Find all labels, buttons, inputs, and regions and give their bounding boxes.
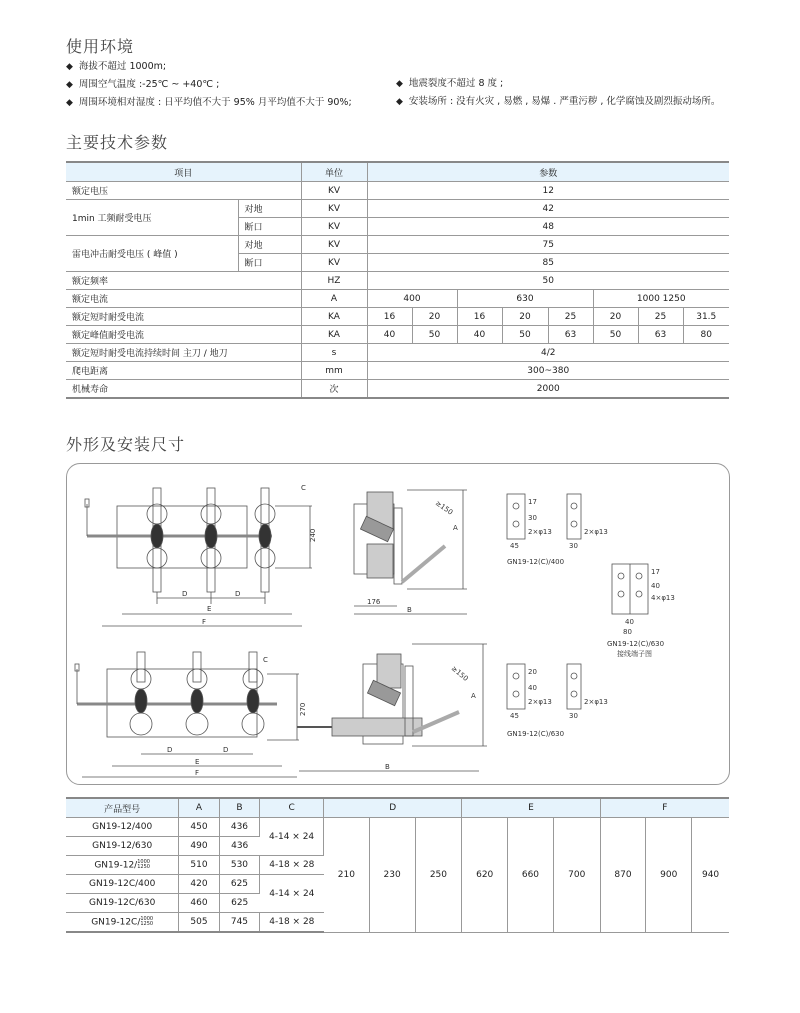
c-cell: 4-14 × 24 [260, 875, 324, 913]
row-value: 16 [367, 308, 412, 326]
dim-holes: 2×φ13 [584, 528, 608, 536]
row-value: 85 [367, 254, 729, 272]
dim-17: 17 [528, 498, 537, 506]
row-value: 63 [638, 326, 683, 344]
env-item: ◆ 周围环境相对湿度 : 日平均值不大于 95% 月平均值不大于 90%; [66, 94, 352, 112]
env-item: ◆ 海拔不超过 1000m; [66, 58, 352, 76]
model-text: GN19-12C/ [91, 917, 141, 928]
fraction-bottom: 1250 [140, 920, 154, 927]
row-value: 48 [367, 218, 729, 236]
model-cell: GN19-12C/400 [66, 875, 179, 894]
row-unit: KA [301, 326, 367, 344]
fraction-top: 1000 [137, 858, 150, 865]
label-E: E [207, 605, 212, 613]
env-item: ◆ 周围空气温度 :-25℃ ~ +40℃ ; [66, 76, 352, 94]
model-fraction [137, 860, 150, 870]
row-label: 额定峰值耐受电流 [66, 326, 301, 344]
row-unit: 次 [301, 380, 367, 399]
table-row [66, 236, 729, 254]
row-value: 40 [457, 326, 502, 344]
table-row [66, 200, 729, 218]
c-cell: 4-18 × 28 [260, 856, 324, 875]
label-F: F [202, 618, 207, 626]
label-F: F [195, 769, 200, 777]
label-A: A [471, 692, 476, 700]
b-cell: 436 [219, 837, 259, 856]
label-E: E [195, 758, 200, 766]
spec-table [66, 161, 729, 399]
model-cell: GN19-12/630 [66, 837, 179, 856]
dim-holes: 4×φ13 [651, 594, 675, 602]
row-value: 1000 1250 [593, 290, 729, 308]
dim-80: 80 [623, 628, 632, 636]
label-C: C [263, 656, 268, 664]
row-value: 50 [412, 326, 457, 344]
a-cell: 420 [179, 875, 219, 894]
row-sublabel: 断口 [238, 218, 301, 236]
row-sublabel: 断口 [238, 254, 301, 272]
row-value: 20 [593, 308, 638, 326]
label-B: B [407, 606, 412, 614]
fraction-top: 1000 [140, 915, 154, 922]
row-value: 300~380 [367, 362, 729, 380]
row-value: 2000 [367, 380, 729, 399]
row-label: 额定电流 [66, 290, 301, 308]
dim-40: 40 [625, 618, 634, 626]
row-value: 50 [502, 326, 548, 344]
b-cell: 530 [219, 856, 259, 875]
header-B: B [219, 798, 259, 818]
b-cell: 436 [219, 818, 259, 837]
dim-30: 30 [528, 514, 537, 522]
f-cell: 900 [646, 818, 692, 933]
model-cell: GN19-12/400 [66, 818, 179, 837]
table-row [66, 308, 729, 326]
e-cell: 620 [462, 818, 508, 933]
front-view-bottom [75, 652, 299, 777]
a-cell: 510 [179, 856, 219, 875]
table-row [66, 272, 729, 290]
row-value: 42 [367, 200, 729, 218]
dims-header-row [66, 798, 729, 818]
drawing-frame [66, 463, 730, 785]
a-cell: 505 [179, 913, 219, 933]
row-value: 63 [548, 326, 593, 344]
spec-header-row [66, 162, 729, 182]
row-value: 25 [638, 308, 683, 326]
caption-630: GN19-12(C)/630 [607, 640, 665, 648]
f-cell: 940 [692, 818, 729, 933]
header-F: F [600, 798, 729, 818]
label-D: D [182, 590, 188, 598]
label-D: D [223, 746, 229, 754]
dim-45: 45 [510, 542, 519, 550]
c-cell: 4-18 × 28 [260, 913, 324, 933]
table-row [66, 344, 729, 362]
table-row [66, 380, 729, 399]
row-value: 50 [367, 272, 729, 290]
dim-30: 30 [569, 712, 578, 720]
dim-176: 176 [367, 598, 381, 606]
dim-270: 270 [299, 702, 307, 716]
row-label: 雷电冲击耐受电压 ( 峰值 ) [66, 236, 238, 272]
caption-terminal: 接线端子图 [617, 650, 652, 658]
dims-table [66, 797, 729, 933]
label-B: B [385, 763, 390, 771]
dim-240: 240 [309, 528, 317, 542]
model-cell: GN19-12C/630 [66, 894, 179, 913]
row-value: 75 [367, 236, 729, 254]
label-C: C [301, 484, 306, 492]
dim-40: 40 [528, 684, 537, 692]
dim-150: ≥150 [449, 664, 470, 683]
header-D: D [324, 798, 462, 818]
row-unit: A [301, 290, 367, 308]
environment-title: 使用环境 [66, 37, 135, 56]
dim-20: 20 [528, 668, 537, 676]
side-view-bottom [297, 644, 487, 771]
row-value: 400 [367, 290, 457, 308]
d-cell: 250 [415, 818, 462, 933]
row-sublabel: 对地 [238, 236, 301, 254]
row-label: 额定短时耐受电流持续时间 主刀 / 地刀 [66, 344, 301, 362]
header-E: E [462, 798, 600, 818]
b-cell: 745 [219, 913, 259, 933]
table-row [66, 326, 729, 344]
model-cell [66, 856, 179, 875]
terminal-630-four [612, 564, 648, 614]
e-cell: 660 [508, 818, 554, 933]
row-unit: KV [301, 254, 367, 272]
row-unit: HZ [301, 272, 367, 290]
b-cell: 625 [219, 894, 259, 913]
header-params: 参数 [367, 162, 729, 182]
model-text: GN19-12/ [94, 860, 138, 871]
environment-left-list [66, 58, 352, 112]
table-row [66, 290, 729, 308]
model-fraction [140, 917, 153, 927]
row-unit: KV [301, 200, 367, 218]
row-label: 1min 工频耐受电压 [66, 200, 238, 236]
row-unit: KA [301, 308, 367, 326]
environment-right-list [396, 75, 720, 111]
row-value: 20 [412, 308, 457, 326]
row-value: 20 [502, 308, 548, 326]
row-value: 80 [683, 326, 729, 344]
dim-holes: 2×φ13 [528, 528, 552, 536]
row-value: 12 [367, 182, 729, 200]
front-view-top [85, 488, 312, 626]
e-cell: 700 [553, 818, 600, 933]
dim-30: 30 [569, 542, 578, 550]
row-value: 16 [457, 308, 502, 326]
label-D: D [167, 746, 173, 754]
row-label: 额定频率 [66, 272, 301, 290]
caption-630: GN19-12(C)/630 [507, 730, 565, 738]
dims-title: 外形及安装尺寸 [66, 435, 186, 454]
row-label: 额定电压 [66, 182, 301, 200]
fraction-bottom: 1250 [137, 863, 150, 870]
header-A: A [179, 798, 219, 818]
row-value: 50 [593, 326, 638, 344]
dim-holes: 2×φ13 [528, 698, 552, 706]
row-value: 4/2 [367, 344, 729, 362]
d-cell: 210 [324, 818, 370, 933]
spec-title: 主要技术参数 [66, 133, 169, 152]
row-unit: KV [301, 236, 367, 254]
header-C: C [260, 798, 324, 818]
label-A: A [453, 524, 458, 532]
f-cell: 870 [600, 818, 646, 933]
a-cell: 450 [179, 818, 219, 837]
row-label: 爬电距离 [66, 362, 301, 380]
c-cell: 4-14 × 24 [260, 818, 324, 856]
d-cell: 230 [369, 818, 415, 933]
label-D: D [235, 590, 241, 598]
dim-40: 40 [651, 582, 660, 590]
table-row [66, 818, 729, 837]
header-item: 项目 [66, 162, 301, 182]
b-cell: 625 [219, 875, 259, 894]
dim-45: 45 [510, 712, 519, 720]
row-value: 31.5 [683, 308, 729, 326]
env-item: ◆ 安装场所 : 没有火灾 , 易燃 , 易爆 . 严重污秽 , 化学腐蚀及剧烈振动场所。 [396, 93, 720, 111]
row-value: 40 [367, 326, 412, 344]
row-label: 机械寿命 [66, 380, 301, 399]
row-unit: KV [301, 182, 367, 200]
a-cell: 460 [179, 894, 219, 913]
header-unit: 单位 [301, 162, 367, 182]
table-row [66, 182, 729, 200]
dim-150: ≥150 [433, 499, 455, 517]
env-item: ◆ 地震裂度不超过 8 度 ; [396, 75, 720, 93]
row-label: 额定短时耐受电流 [66, 308, 301, 326]
a-cell: 490 [179, 837, 219, 856]
header-model: 产品型号 [66, 798, 179, 818]
table-row [66, 362, 729, 380]
dim-holes: 2×φ13 [584, 698, 608, 706]
row-value: 630 [457, 290, 593, 308]
row-sublabel: 对地 [238, 200, 301, 218]
caption-400: GN19-12(C)/400 [507, 558, 565, 566]
row-value: 25 [548, 308, 593, 326]
row-unit: s [301, 344, 367, 362]
dim-17: 17 [651, 568, 660, 576]
model-cell [66, 913, 179, 933]
technical-drawing [67, 464, 729, 784]
row-unit: KV [301, 218, 367, 236]
row-unit: mm [301, 362, 367, 380]
